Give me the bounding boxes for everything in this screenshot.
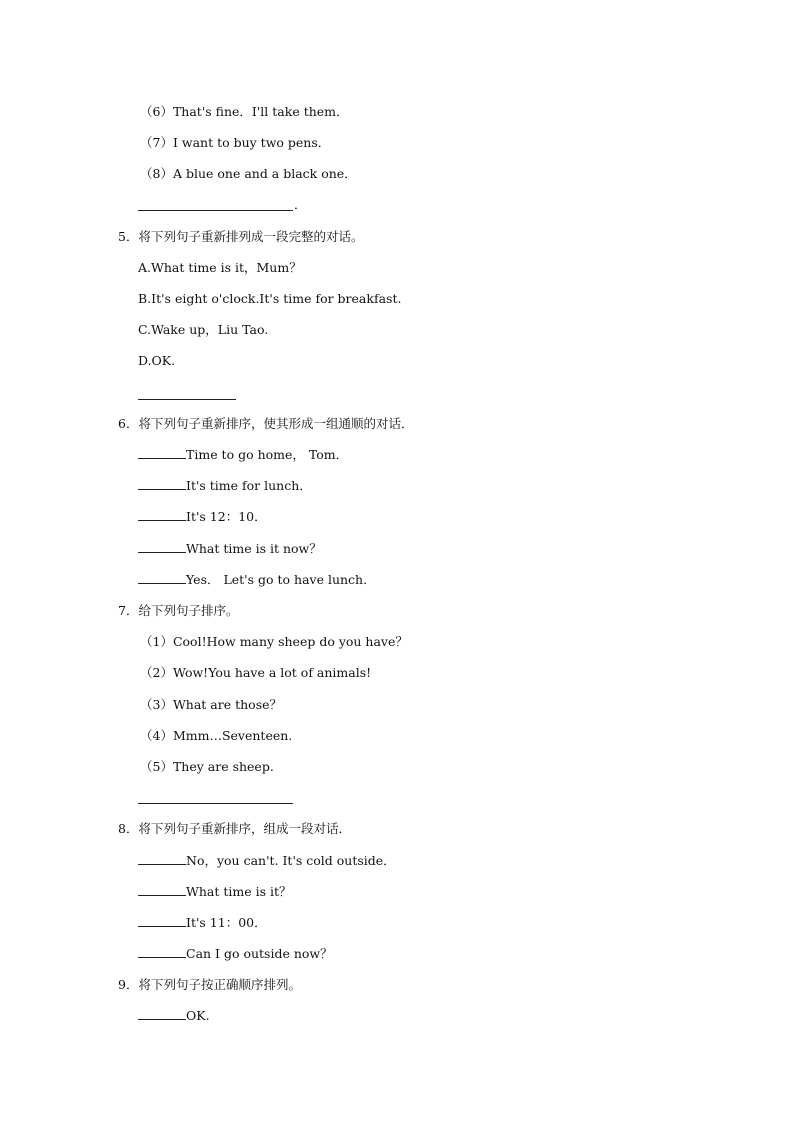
q5-option-c: C.Wake up，Liu Tao. [138, 322, 269, 337]
q9-row-1 [138, 1005, 210, 1027]
q8-blank-4[interactable] [138, 943, 186, 958]
q8-row-4 [138, 943, 333, 965]
q6-sentence-4: What time is it now？ [186, 541, 322, 556]
q4-item-7: （7）I want to buy two pens． [140, 135, 331, 150]
q6-row-5 [138, 569, 376, 591]
q9-prompt: 9．将下列句子按正确顺序排列。 [118, 977, 301, 992]
q5-option-b: B.It's eight o'clock.It's time for breakfast. [138, 291, 402, 306]
q6-blank-5[interactable] [138, 569, 186, 584]
q5-option-a: A.What time is it，Mum？ [138, 260, 302, 275]
q8-blank-3[interactable] [138, 912, 186, 927]
q6-blank-1[interactable] [138, 444, 186, 459]
q6-sentence-2: It's time for lunch． [186, 478, 312, 493]
q6-row-2 [138, 475, 312, 497]
q8-prompt: 8．将下列句子重新排序，组成一段对话． [118, 821, 351, 836]
q7-prompt: 7．给下列句子排序。 [118, 603, 239, 618]
q6-blank-2[interactable] [138, 475, 186, 490]
q9-blank-1[interactable] [138, 1005, 186, 1020]
q7-item-1: （1）Cool!How many sheep do you have？ [140, 634, 408, 649]
q4-answer-blank[interactable] [138, 210, 293, 211]
q7-item-4: （4）Mmm…Seventeen. [140, 728, 293, 743]
q8-row-1 [138, 850, 396, 872]
q8-blank-2[interactable] [138, 881, 186, 896]
q9-sentence-1: OK. [186, 1008, 210, 1023]
q6-sentence-1: Time to go home， Tom． [186, 447, 349, 462]
q7-answer-blank[interactable] [138, 803, 293, 804]
q5-answer-blank[interactable] [138, 399, 236, 400]
q8-row-2 [138, 881, 292, 903]
q4-answer-suffix: ． [294, 197, 307, 212]
q8-sentence-1: No，you can't. It's cold outside． [186, 853, 396, 868]
q6-row-1 [138, 444, 348, 466]
q5-prompt: 5．将下列句子重新排列成一段完整的对话。 [118, 229, 364, 244]
q4-item-8: （8）A blue one and a black one． [140, 166, 357, 181]
q5-option-d: D.OK. [138, 353, 176, 368]
q8-blank-1[interactable] [138, 850, 186, 865]
q8-sentence-2: What time is it？ [186, 884, 292, 899]
q6-row-3 [138, 506, 267, 528]
q7-item-2: （2）Wow!You have a lot of animals! [140, 665, 372, 680]
q7-item-3: （3）What are those？ [140, 697, 283, 712]
q6-prompt: 6．将下列句子重新排序，使其形成一组通顺的对话． [118, 416, 414, 431]
q6-blank-3[interactable] [138, 506, 186, 521]
q8-sentence-4: Can I go outside now？ [186, 946, 333, 961]
q6-sentence-3: It's 12：10． [186, 509, 267, 524]
q6-sentence-5: Yes． Let's go to have lunch． [186, 572, 376, 587]
q7-item-5: （5）They are sheep. [140, 759, 274, 774]
q6-row-4 [138, 538, 322, 560]
q6-blank-4[interactable] [138, 538, 186, 553]
q4-item-6: （6）That's fine．I'll take them． [140, 104, 349, 119]
q8-row-3 [138, 912, 267, 934]
q8-sentence-3: It's 11：00． [186, 915, 267, 930]
